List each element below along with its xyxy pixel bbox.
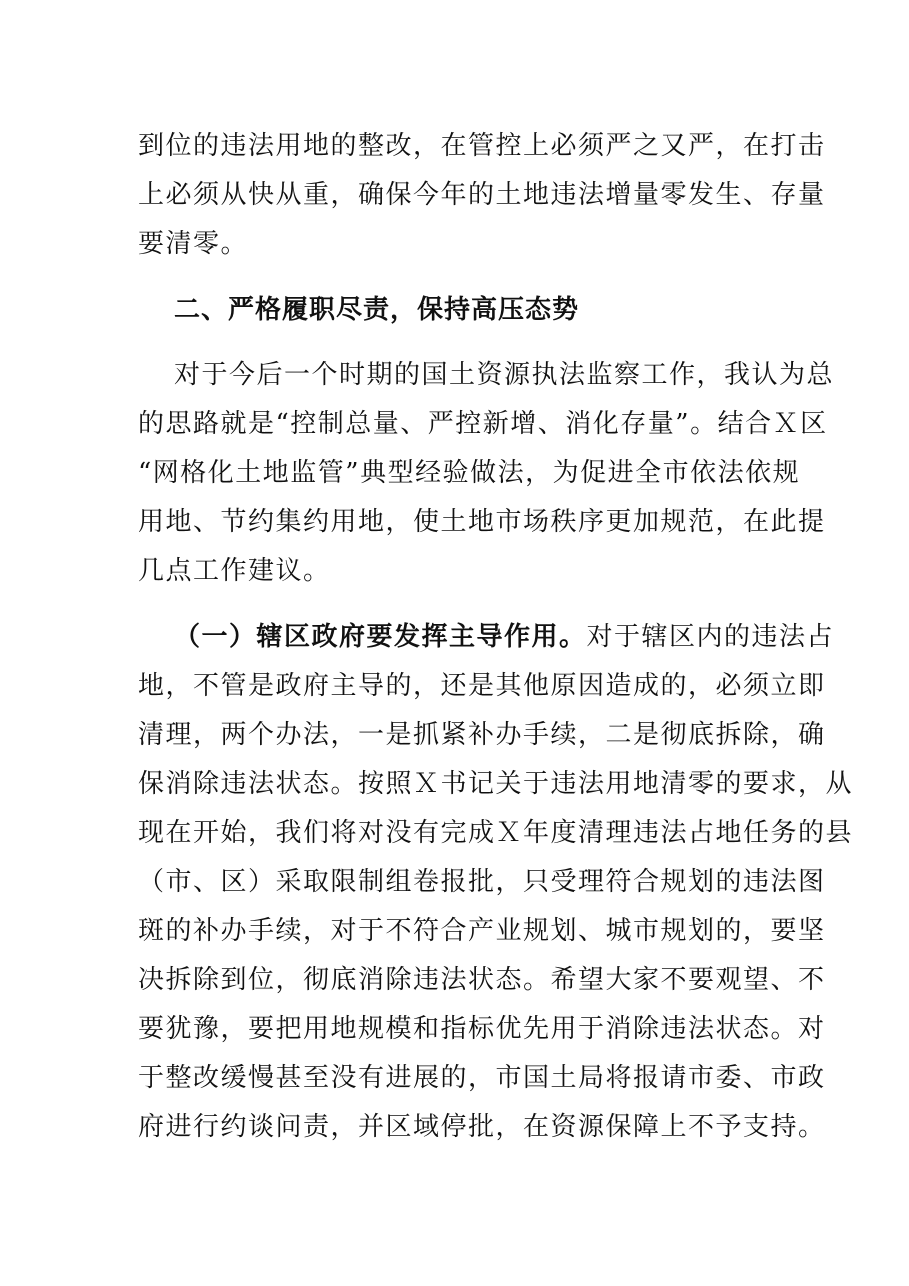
paragraph-1-line-1: 到位的违法用地的整改，在管控上必须严之又严，在打击 xyxy=(138,131,826,161)
paragraph-3-line-3: 清理，两个办法，一是抓紧补办手续，二是彻底拆除，确 xyxy=(138,720,826,750)
paragraph-2-line-4: 用地、节约集约用地，使土地市场秩序更加规范，在此提 xyxy=(138,507,826,537)
paragraph-3-line-5: 现在开始，我们将对没有完成Ｘ年度清理违法占地任务的县 xyxy=(138,818,854,848)
paragraph-3-line-7: 斑的补办手续，对于不符合产业规划、城市规划的，要坚 xyxy=(138,916,826,946)
paragraph-2-line-3: “网格化土地监管”典型经验做法，为促进全市依法依规 xyxy=(138,458,801,488)
paragraph-2-line-1: 对于今后一个时期的国土资源执法监察工作，我认为总 xyxy=(174,360,835,390)
paragraph-3-line-4: 保消除违法状态。按照Ｘ书记关于违法用地清零的要求，从 xyxy=(138,769,854,799)
paragraph-3-line-6: （市、区）采取限制组卷报批，只受理符合规划的违法图 xyxy=(138,867,826,897)
paragraph-3-line-11: 府进行约谈问责，并区域停批，在资源保障上不予支持。 xyxy=(138,1112,826,1142)
paragraph-3-lead-heading: （一）辖区政府要发挥主导作用。 xyxy=(174,622,587,652)
paragraph-3-line-8: 决拆除到位，彻底消除违法状态。希望大家不要观望、不 xyxy=(138,965,826,995)
paragraph-1-line-2: 上必须从快从重，确保今年的土地违法增量零发生、存量 xyxy=(138,180,826,210)
paragraph-3-line-2: 地，不管是政府主导的，还是其他原因造成的，必须立即 xyxy=(138,671,826,701)
paragraph-3-line-10: 于整改缓慢甚至没有进展的，市国土局将报请市委、市政 xyxy=(138,1063,826,1093)
paragraph-2-line-5: 几点工作建议。 xyxy=(138,556,331,586)
paragraph-3-lead-text: 对于辖区内的违法占 xyxy=(586,622,835,652)
section-heading: 二、严格履职尽责，保持高压态势 xyxy=(174,295,580,325)
paragraph-3-line-1 xyxy=(174,617,835,657)
paragraph-3-line-9: 要犹豫，要把用地规模和指标优先用于消除违法状态。对 xyxy=(138,1014,826,1044)
paragraph-2-line-2: 的思路就是“控制总量、严控新增、消化存量”。结合Ｘ区 xyxy=(138,409,828,439)
paragraph-1-line-3: 要清零。 xyxy=(138,229,249,259)
